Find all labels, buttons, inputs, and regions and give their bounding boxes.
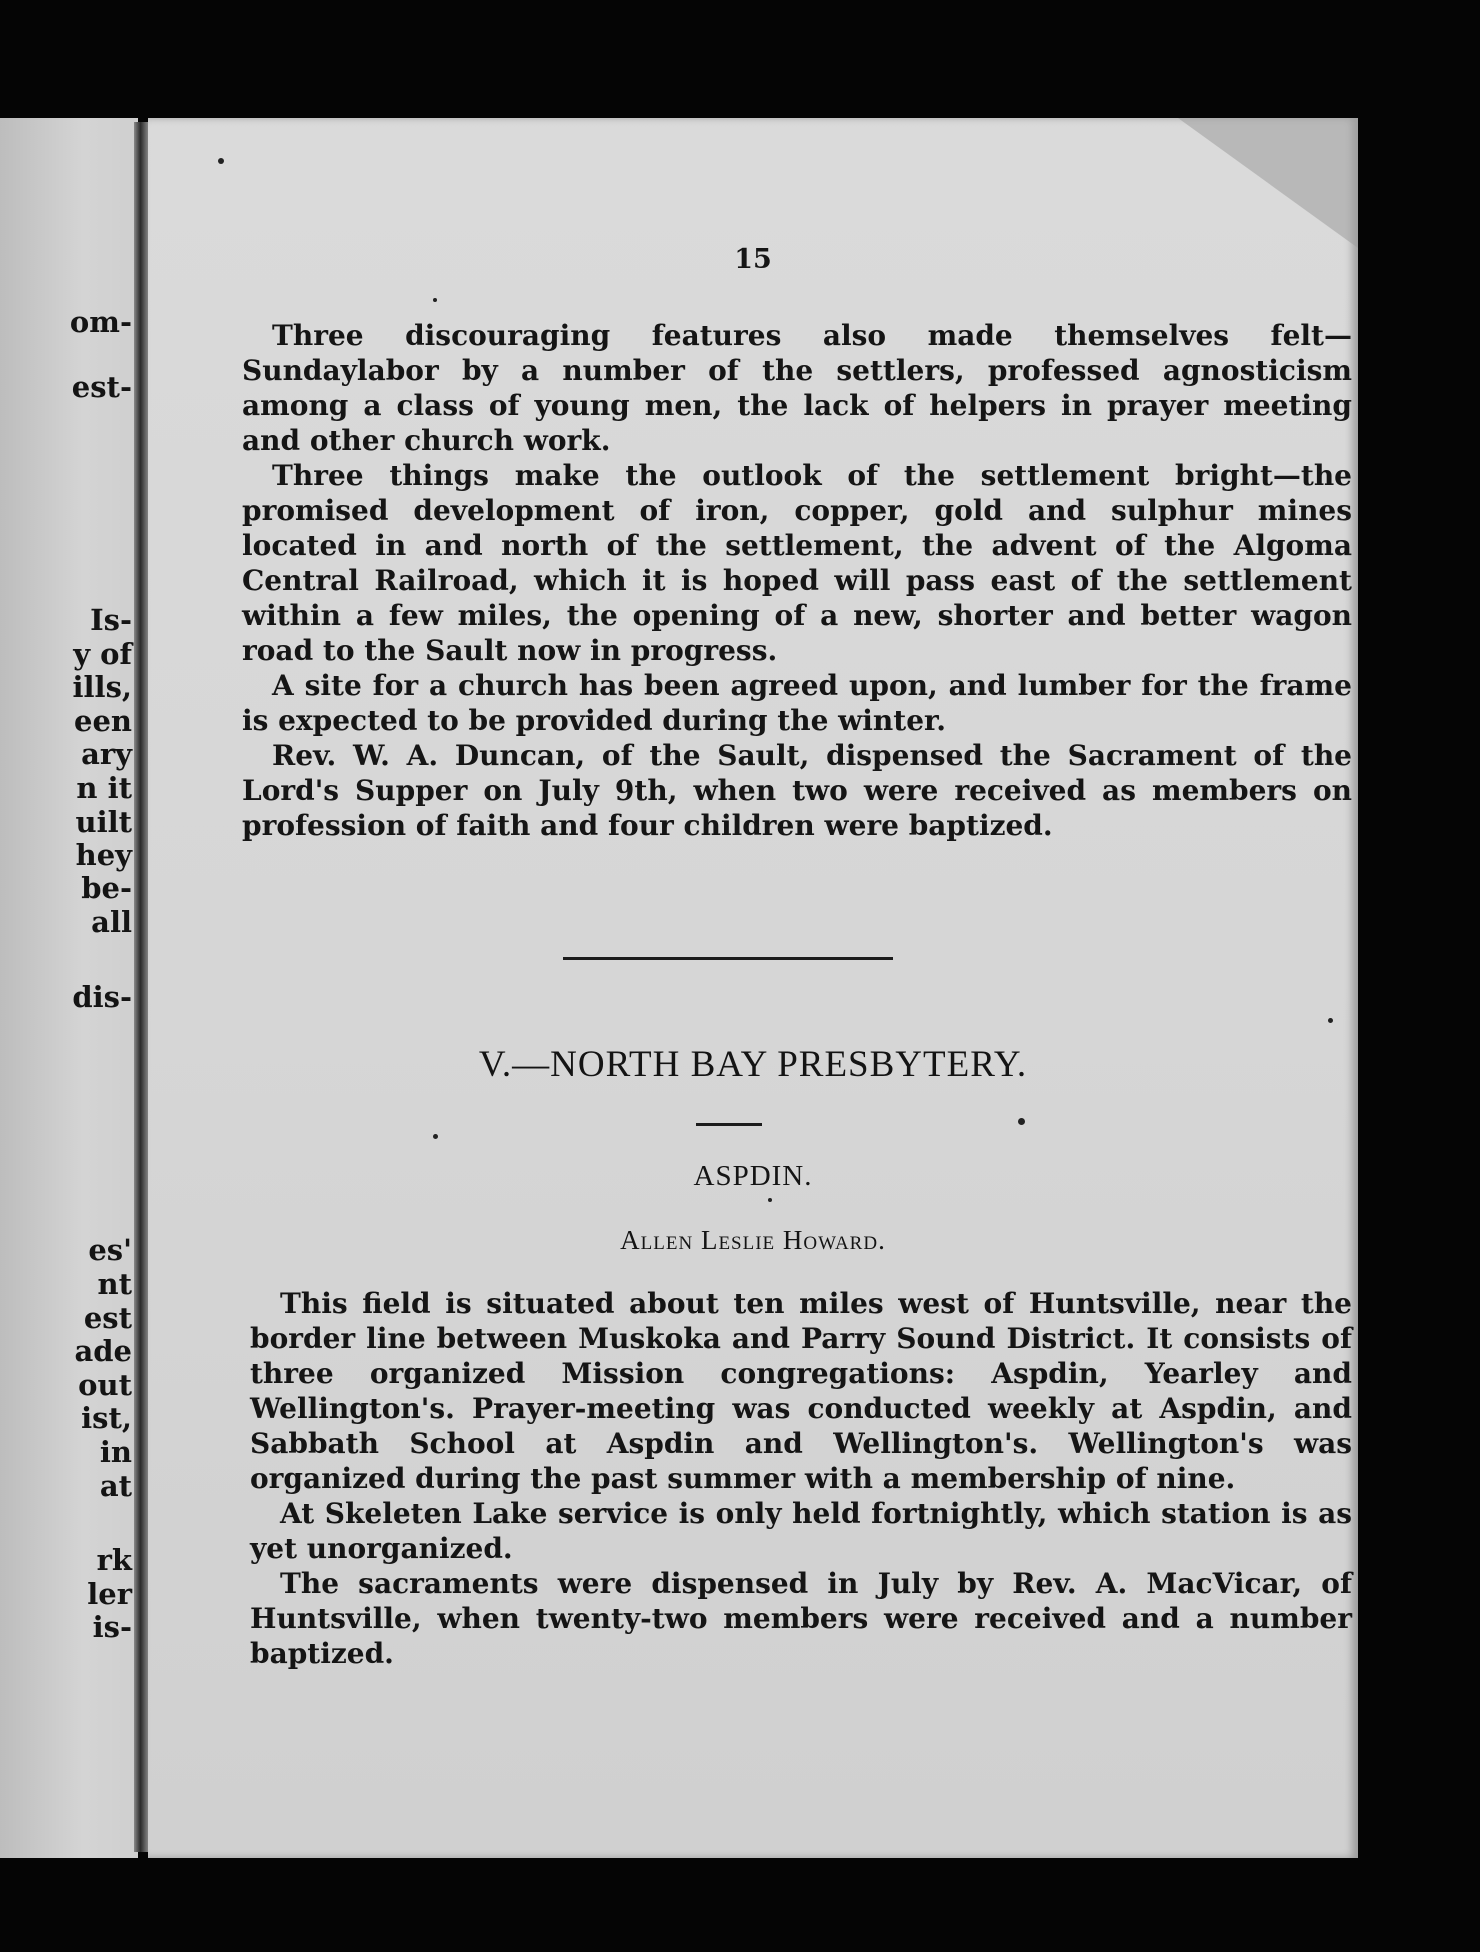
left-fragment: ist, — [81, 1401, 132, 1435]
paragraph: This field is situated about ten miles west of Huntsville, near the border line between Muskoka and Parry Sound District. It consists of three organized Mission congregations: Aspdin, Yearley and Wellington's. Prayer-meeting was conducted weekly at Aspdin, and Sabbath School at Aspdin and Wellington's. Wellington's was organized during the past summer with a membership of nine. — [250, 1287, 1352, 1495]
left-fragment: is- — [92, 1610, 132, 1644]
left-fragment: n it — [76, 771, 132, 805]
section-heading: V.—NORTH BAY PRESBYTERY. — [478, 1044, 1028, 1085]
scan-speck — [433, 1134, 438, 1139]
left-fragment: een — [74, 704, 132, 738]
scan-speck — [1018, 1118, 1025, 1125]
left-fragment: nt — [97, 1267, 132, 1301]
paragraph: A site for a church has been agreed upon, and lumber for the frame is expected to be provided during the winter. — [242, 669, 1352, 737]
left-fragment: be- — [81, 871, 132, 905]
left-fragment: out — [78, 1368, 132, 1402]
page-number: 15 — [734, 244, 772, 275]
left-fragment: dis- — [72, 980, 132, 1014]
left-fragment: in — [99, 1435, 132, 1469]
field-heading: ASPDIN. — [693, 1160, 813, 1192]
left-fragment: om- — [69, 305, 132, 339]
paragraph: Three discouraging features also made themselves felt—Sundaylabor by a number of the settlers, professed agnosticism among a class of young men, the lack of helpers in prayer meeting and other church work. — [242, 319, 1352, 457]
left-fragment: all — [91, 905, 132, 939]
scan-speck — [768, 1198, 772, 1202]
scan-speck — [1328, 1018, 1333, 1023]
paragraph: Three things make the outlook of the settlement bright—the promised development of iron, copper, gold and sulphur mines located in and north of the settlement, the advent of the Algoma Central Railroad, which it is hoped will pass east of the settlement within a few miles, the opening of a new, shorter and better wagon road to the Sault now in progress. — [242, 459, 1352, 667]
left-fragment: ary — [81, 737, 132, 771]
left-fragment: at — [99, 1469, 132, 1503]
paragraph: Rev. W. A. Duncan, of the Sault, dispensed the Sacrament of the Lord's Supper on July 9th, when two were received as members on profession of faith and four children were baptized. — [242, 739, 1352, 842]
left-fragment: ills, — [72, 670, 132, 704]
left-fragment: est — [83, 1301, 132, 1335]
left-page-text-fragments — [0, 118, 138, 1858]
left-fragment: est- — [71, 370, 132, 404]
left-fragment: rk — [96, 1543, 132, 1577]
left-facing-page — [0, 118, 138, 1858]
left-fragment: es' — [88, 1233, 132, 1267]
heading-short-rule — [696, 1123, 762, 1126]
left-fragment: ler — [87, 1577, 132, 1611]
author-name: Allen Leslie Howard. — [620, 1225, 886, 1255]
scan-speck — [218, 158, 224, 164]
left-fragment: hey — [75, 838, 132, 872]
top-section-text — [242, 318, 1352, 843]
section-body-text — [250, 1286, 1352, 1671]
paragraph: At Skeleten Lake service is only held fortnightly, which station is as yet unorganized. — [250, 1497, 1352, 1565]
right-page — [148, 118, 1358, 1858]
page-corner-fold — [1178, 118, 1358, 248]
scan-speck — [433, 298, 437, 302]
left-fragment: Is- — [90, 603, 132, 637]
left-fragment: ade — [74, 1334, 132, 1368]
left-fragment: y of — [73, 637, 132, 671]
left-fragment: uilt — [75, 805, 132, 839]
paragraph: The sacraments were dispensed in July by Rev. A. MacVicar, of Huntsville, when twenty-two members were received and a number baptized. — [250, 1567, 1352, 1670]
section-divider-rule — [563, 957, 893, 960]
